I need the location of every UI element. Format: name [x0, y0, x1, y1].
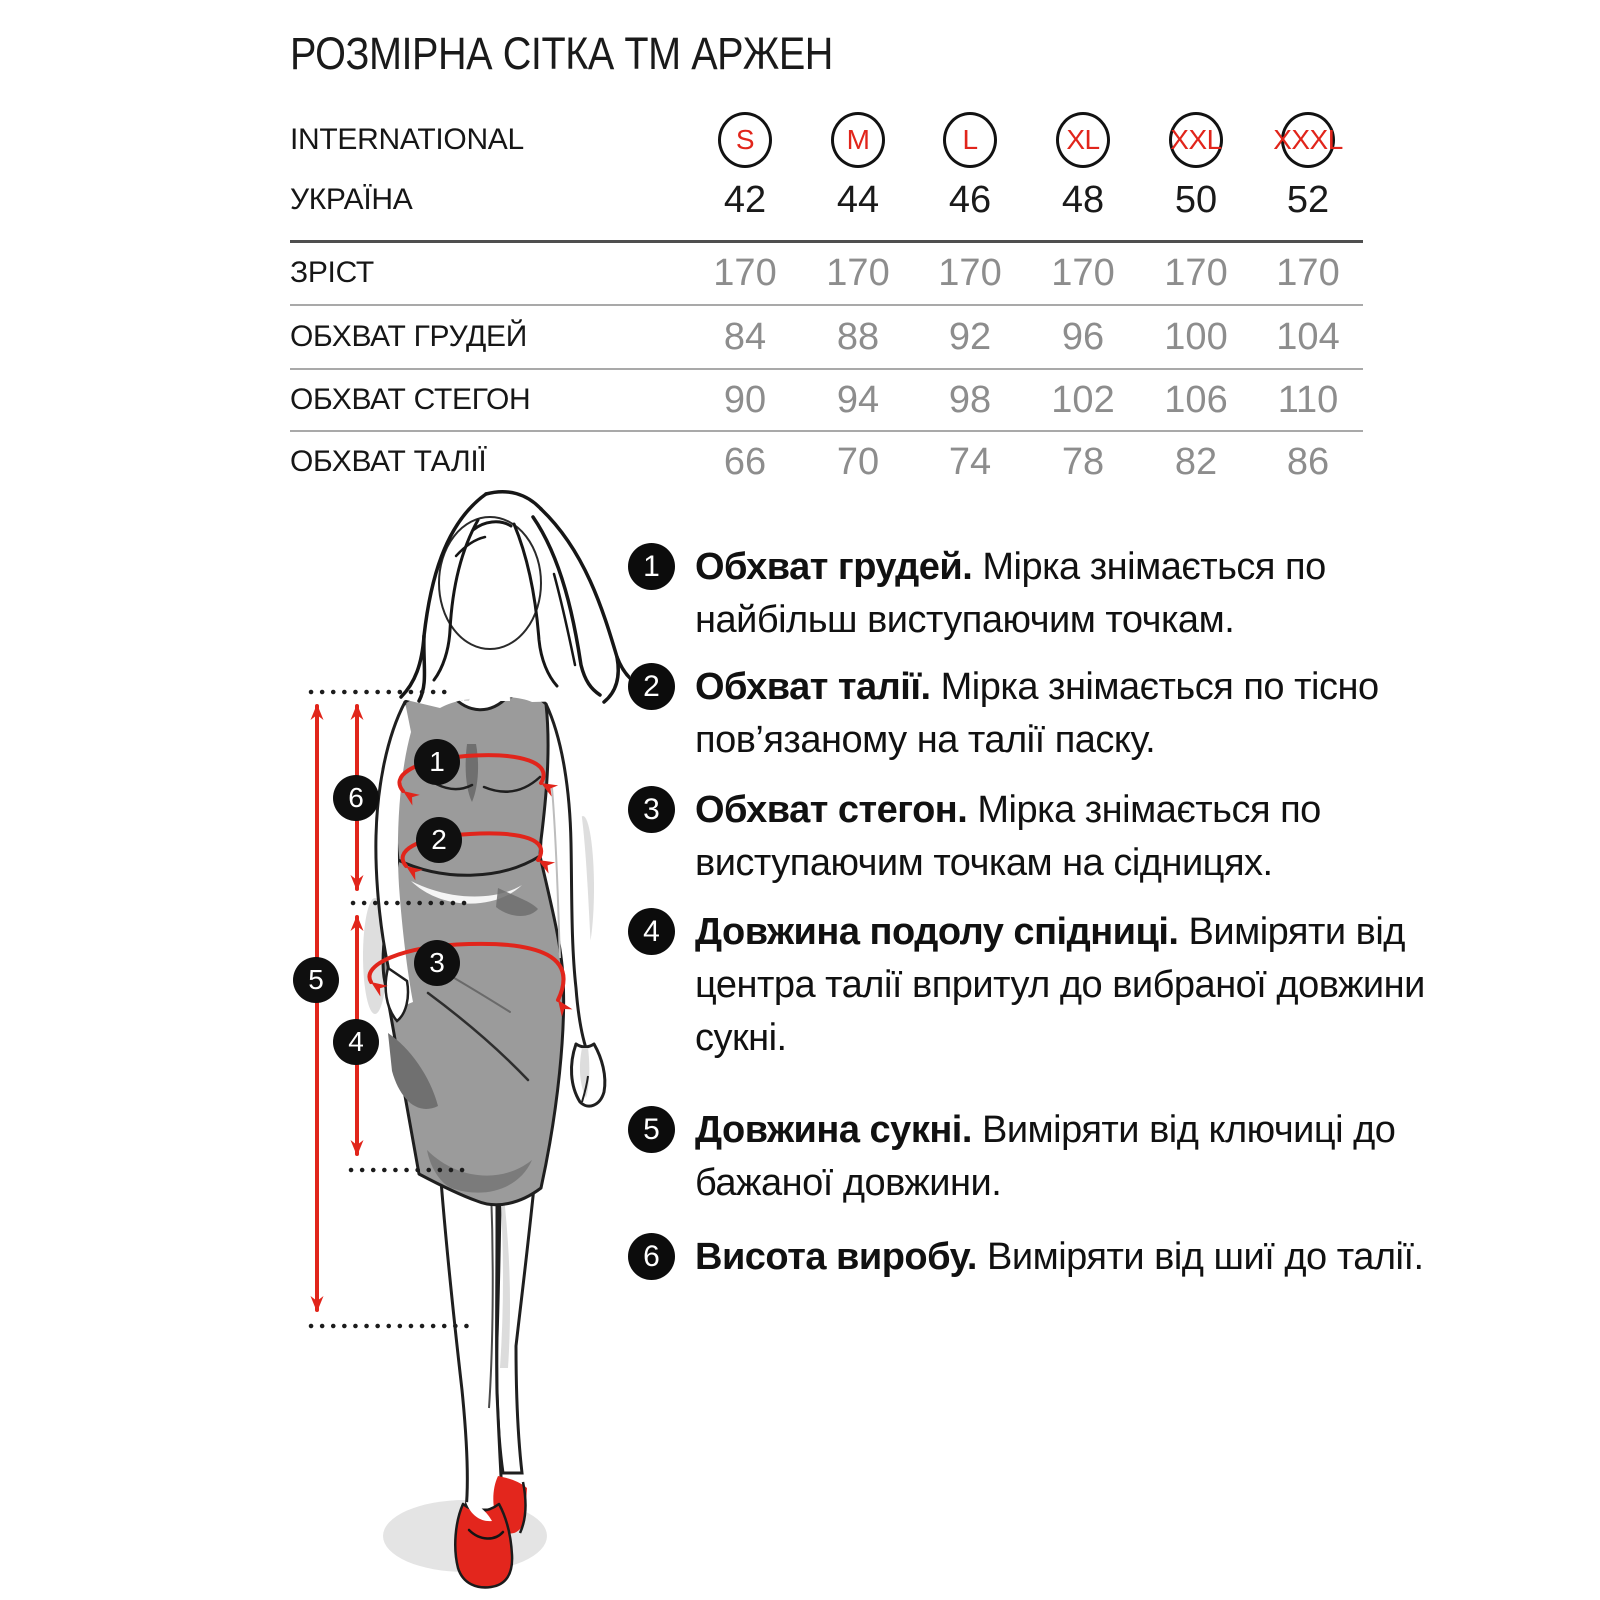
- size-badge-label: XXXL: [1273, 124, 1343, 155]
- size-badge-xxxl: [1273, 112, 1343, 168]
- legend-item-2: [695, 661, 1450, 767]
- ua-size: 44: [836, 179, 880, 221]
- legend-term: Обхват талії.: [695, 666, 931, 708]
- ua-size: 48: [1061, 179, 1105, 221]
- cell-height: 170: [938, 252, 1002, 294]
- legend-desc: Виміряти від ключиці до бажаної довжини.: [695, 1109, 1396, 1204]
- page-title: РОЗМІРНА СІТКА ТМ АРЖЕН: [290, 28, 833, 79]
- size-badge-label: S: [735, 124, 755, 155]
- row-label-hips: ОБХВАТ СТЕГОН: [290, 383, 531, 416]
- cell-height: 170: [713, 252, 777, 294]
- size-badge-xxl: [1169, 112, 1223, 168]
- legend-desc: Виміряти від шиї до талії.: [987, 1236, 1424, 1278]
- size-badge-label: XXL: [1170, 124, 1222, 155]
- size-badge-m: [831, 112, 885, 168]
- ua-size: 50: [1174, 179, 1218, 221]
- table-divider: [290, 430, 1363, 432]
- cell-hips: 90: [723, 379, 767, 421]
- figure-marker-waist: 2: [416, 817, 462, 863]
- cell-height: 170: [1051, 252, 1115, 294]
- legend-bullet-1: 1: [628, 543, 675, 590]
- figure-marker-skirt-length: 4: [333, 1019, 379, 1065]
- head: [398, 492, 630, 708]
- figure-marker-hips: 3: [414, 940, 460, 986]
- figure-marker-bust: 1: [414, 739, 460, 785]
- cell-height: 170: [1164, 252, 1228, 294]
- cell-hips: 106: [1164, 379, 1228, 421]
- cell-bust: 96: [1061, 316, 1105, 358]
- size-badge-label: M: [846, 124, 870, 155]
- legend-item-6: [695, 1231, 1450, 1284]
- row-label-waist: ОБХВАТ ТАЛІЇ: [290, 445, 487, 478]
- legend-term: Обхват стегон.: [695, 789, 968, 831]
- ua-size: 46: [948, 179, 992, 221]
- cell-bust: 88: [836, 316, 880, 358]
- cell-hips: 94: [836, 379, 880, 421]
- legend-desc: Мірка знімається по тісно пов’язаному на талії паску.: [695, 666, 1379, 761]
- size-badge-label: L: [962, 124, 978, 155]
- figure-marker-dress-length: 5: [293, 957, 339, 1003]
- cell-bust: 104: [1276, 316, 1340, 358]
- table-divider: [290, 368, 1363, 370]
- cell-height: 170: [1276, 252, 1340, 294]
- legend-term: Довжина подолу спідниці.: [695, 911, 1179, 953]
- legend-desc: Мірка знімається по найбільш виступаючим точкам.: [695, 546, 1326, 641]
- legend-item-4: [695, 906, 1450, 1065]
- size-badge-xl: [1056, 112, 1110, 168]
- size-badge-l: [943, 112, 997, 168]
- legend-bullet-2: 2: [628, 663, 675, 710]
- row-label-bust: ОБХВАТ ГРУДЕЙ: [290, 320, 528, 353]
- legend-item-5: [695, 1104, 1450, 1210]
- cell-waist: 86: [1286, 441, 1330, 483]
- legend-term: Обхват грудей.: [695, 546, 973, 588]
- legend-bullet-5: 5: [628, 1106, 675, 1153]
- legend-bullet-6: 6: [628, 1233, 675, 1280]
- cell-bust: 92: [948, 316, 992, 358]
- cell-waist: 82: [1174, 441, 1218, 483]
- cell-waist: 66: [723, 441, 767, 483]
- cell-bust: 100: [1164, 316, 1228, 358]
- cell-waist: 78: [1061, 441, 1105, 483]
- cell-waist: 70: [836, 441, 880, 483]
- cell-bust: 84: [723, 316, 767, 358]
- legend-bullet-3: 3: [628, 786, 675, 833]
- cell-hips: 110: [1277, 379, 1339, 421]
- cell-hips: 102: [1051, 379, 1115, 421]
- ua-size: 52: [1286, 179, 1330, 221]
- legend-term: Довжина сукні.: [695, 1109, 972, 1151]
- figure-marker-item-height: 6: [333, 775, 379, 821]
- ukraine-label: УКРАЇНА: [290, 183, 413, 216]
- legend-item-1: [695, 541, 1450, 647]
- cell-hips: 98: [948, 379, 992, 421]
- cell-height: 170: [826, 252, 890, 294]
- woman-figure-illustration: [270, 488, 630, 1600]
- legend-desc: Мірка знімається по виступаючим точкам на сідницях.: [695, 789, 1321, 884]
- size-badge-s: [718, 112, 772, 168]
- legend-bullet-4: 4: [628, 908, 675, 955]
- legend-desc: Виміряти від центра талії впритул до вибраної довжини сукні.: [695, 911, 1425, 1059]
- international-label: INTERNATIONAL: [290, 123, 524, 156]
- ua-size: 42: [723, 179, 767, 221]
- legend-term: Висота виробу.: [695, 1236, 977, 1278]
- size-badge-label: XL: [1066, 124, 1100, 155]
- row-label-height: ЗРІСТ: [290, 256, 374, 289]
- table-divider: [290, 304, 1363, 306]
- cell-waist: 74: [948, 441, 992, 483]
- legend-item-3: [695, 784, 1450, 890]
- table-top-rule: [290, 240, 1363, 243]
